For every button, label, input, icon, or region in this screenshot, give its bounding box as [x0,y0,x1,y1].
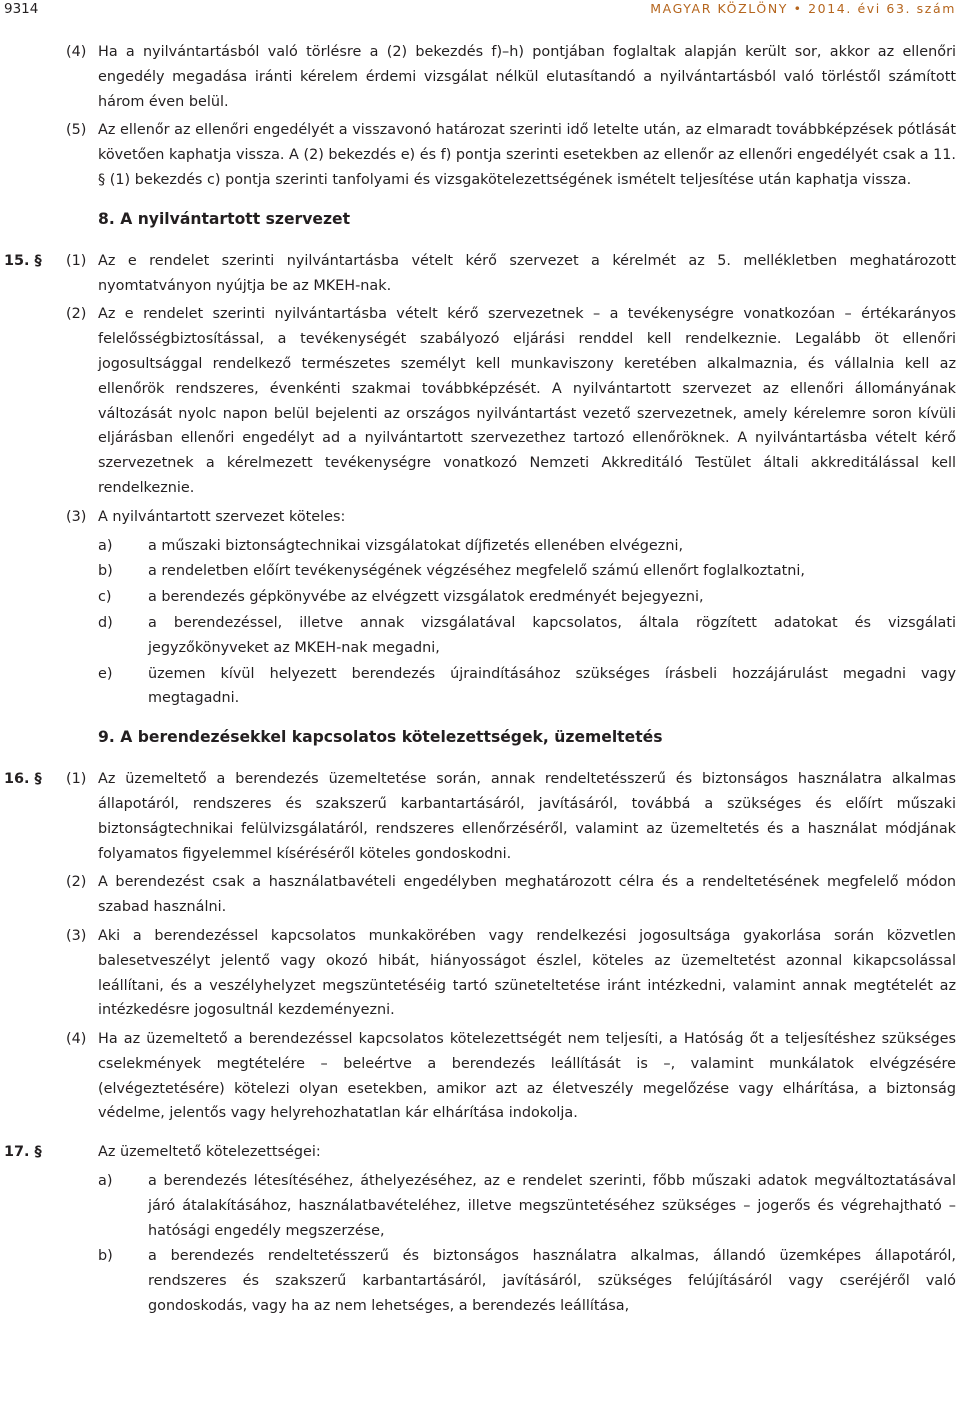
subsection-text: Aki a berendezéssel kapcsolatos munkakörében vagy rendelkezési jogosultsága gyakorlása során közvetlen balesetveszélyt jelentő vagy okozó hibát, hiányosságot észlel, köteles az üzemeltetést azonnal kikapcsolással leállítani, és a veszélyhelyzet megszüntetéséig tartó szüneteltetése iránt intézkedni, valamint annak megtételét az intézkedésre jogosultnál kezdeményezni. [98,927,956,1019]
list-item [0,1244,960,1318]
subsection-number: (1) [66,771,87,788]
list-item-letter: d) [98,614,113,631]
subsection-number: (1) [66,252,87,269]
subsection-3 [0,924,960,1023]
page-header [0,0,960,20]
section-heading-8: 8. A nyilvántartott szervezet [98,209,351,228]
list-item-text: üzemen kívül helyezett berendezés újraindításához szükséges írásbeli hozzájárulást megadni vagy megtagadni. [148,665,956,707]
subsection-4 [0,1027,960,1126]
section-lead [0,1140,960,1165]
subsection-number: (3) [66,927,87,944]
paragraph-text: Ha a nyilvántartásból való törlésre a (2) bekezdés f)–h) pontjában foglaltak alapján került sor, akkor az ellenőri engedély megadása iránti kérelem érdemi vizsgálat nélkül elutasítandó a nyilvántartásból való törléstől számított három éven belül. [98,44,956,110]
subsection-2 [0,870,960,920]
section-17 [0,1140,960,1319]
list-item-text: a berendezés gépkönyvébe az elvégzett vizsgálatok eredményét bejegyezni, [148,589,704,606]
section-number: 17. § [4,1144,42,1161]
list-item-letter: b) [98,563,113,580]
list-item [0,585,960,610]
paragraph-number: (4) [66,44,87,60]
section-16 [0,767,960,1126]
subsection-number: (2) [66,874,87,891]
list-item-text: a rendeletben előírt tevékenységének végzéséhez megfelelő számú ellenőrt foglalkoztatni, [148,563,805,580]
list-item [0,1169,960,1243]
list-item-text: a berendezéssel, illetve annak vizsgálatával kapcsolatos, általa rögzített adatokat és vizsgálati jegyzőkönyveket az MKEH-nak megadni, [148,614,956,656]
list-item [0,662,960,712]
list-item-letter: b) [98,1248,113,1265]
subsection-text: Az e rendelet szerinti nyilvántartásba vételt kérő szervezetnek – a tevékenységre vonatkozóan – értékarányos felelősségbiztosítással, a tevékenységét szabályozó eljárási renddel kell rendelkeznie. Legalább öt ellenőri jogosultsággal rendelkező természetes személyt kell munkaviszony keretében alkalmaznia, és vállalnia kell az ellenőrök rendszeres, évenkénti szakmai továbbképzését. A nyilvántartott szervezet az ellenőri állományának változását nyolc napon belül bejelenti az országos nyilvántartást vezető szervezetnek, amely kérelemre soron kívüli eljárásban ellenőri engedélyt ad a nyilvántartott szervezethez tartozó ellenőröknek. A nyilvántartásba vételt kérő szervezetnek a kérelmezett tevékenységre vonatkozó Nemzeti Akkreditáló Testület általi akkreditálással kell rendelkeznie. [98,306,956,496]
page-number: 9314 [4,1,39,17]
list-item-text: a berendezés létesítéséhez, áthelyezéséhez, az e rendelet szerinti, főbb műszaki adatok megváltoztatásával járó átalakításához, használatbavételéhez, illetve megszüntetéséhez szükséges – jogerős és végrehajtható – hatósági engedély megszerzése, [148,1173,956,1239]
list-item-letter: c) [98,589,112,606]
list-item-text: a műszaki biztonságtechnikai vizsgálatokat díjfizetés ellenében elvégezni, [148,537,684,554]
list-item-letter: e) [98,665,113,682]
subsection-text: A nyilvántartott szervezet köteles: [98,508,346,525]
running-head: MAGYAR KÖZLÖNY • 2014. évi 63. szám [650,1,956,16]
subsection-text: A berendezést csak a használatbavételi engedélyben meghatározott célra és a rendeltetésének megfelelő módon szabad használni. [98,874,956,916]
subsection-3 [0,505,960,530]
subsection-text: Az e rendelet szerinti nyilvántartásba vételt kérő szervezet a kérelmét az 5. mellékletben meghatározott nyomtatványon nyújtja be az MKEH-nak. [98,252,956,294]
list-item-letter: a) [98,1173,113,1190]
document-body [0,40,960,1320]
section-number: 16. § [4,771,42,788]
paragraph-5 [0,118,960,192]
list-item [0,559,960,584]
section-lead-text: Az üzemeltető kötelezettségei: [98,1144,321,1161]
subsection-text: Ha az üzemeltető a berendezéssel kapcsolatos kötelezettségét nem teljesíti, a Hatóság őt a teljesítéshez szükséges cselekmények megtételére – beleértve a berendezés leállítását is –, valamint munkálatok elvégzésére (elvégeztetésére) kötelezi olyan esetekben, amikor azt az életveszély megelőzése vagy elhárítása, a biztonság védelme, jelentős vagy helyrehozhatatlan kár elhárítása indokolja. [98,1031,956,1122]
list-item-letter: a) [98,537,113,554]
subsection-2 [0,302,960,500]
subsection-number: (4) [66,1031,87,1048]
section-heading-9: 9. A berendezésekkel kapcsolatos kötelezettségek, üzemeltetés [98,728,663,747]
paragraph-text: Az ellenőr az ellenőri engedélyét a visszavonó határozat szerinti idő letelte után, az elmaradt továbbképzések pótlását követően kaphatja vissza. A (2) bekezdés e) és f) pontja szerinti esetekben az ellenőr az ellenőri engedélyét csak a 11. § (1) bekezdés c) pontja szerinti tanfolyami és vizsgakötelezettségének ismételt teljesítése után kaphatja vissza. [98,122,956,188]
subsection-number: (3) [66,508,87,525]
section-number: 15. § [4,252,42,269]
subsection-text: Az üzemeltető a berendezés üzemeltetése során, annak rendeltetésszerű és biztonságos használatra alkalmas állapotáról, rendszeres és szakszerű karbantartásáról, javításáról, továbbá a szükséges és előírt műszaki biztonságtechnikai felülvizsgálatáról, rendszeres ellenőrzéséről, valamint az üzemeltetés és a használat módjának folyamatos figyelemmel kíséréséről köteles gondoskodni. [98,771,956,862]
subsection-1 [0,249,960,299]
subsection-1 [0,767,960,866]
paragraph-number: (5) [66,122,87,139]
list-item [0,534,960,559]
subsection-number: (2) [66,306,87,323]
section-15 [0,249,960,711]
list-item [0,611,960,661]
list-item-text: a berendezés rendeltetésszerű és biztonságos használatra alkalmas, állandó üzemképes állapotáról, rendszeres és szakszerű karbantartásáról, javításáról, szükséges felújításáról vagy cseréjéről való gondoskodás, vagy ha az nem lehetséges, a berendezés leállítása, [148,1248,956,1315]
paragraph-4 [0,40,960,114]
